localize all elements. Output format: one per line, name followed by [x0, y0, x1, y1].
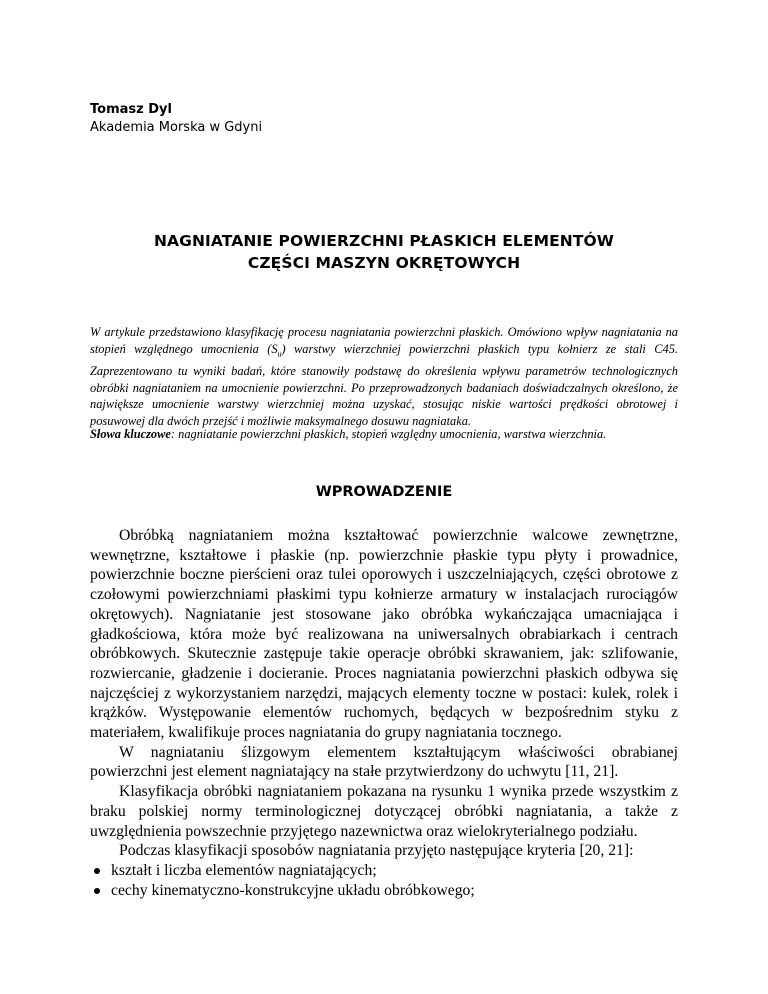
body-text: [90, 526, 678, 900]
keywords-label: Słowa kluczowe: [90, 427, 171, 441]
author-block: [90, 101, 262, 137]
section-heading: WPROWADZENIE: [315, 484, 453, 500]
abstract: [90, 324, 678, 430]
paragraph-3: Klasyfikacja obróbki nagniataniem pokazana na rysunku 1 wynika przede wszystkim z braku polskiej normy terminologicznej dotyczącej obróbki nagniatania, a także z uwzględnienia powszechnie przyjętego nazewnictwa oraz wielokryterialnego podziału.: [90, 783, 678, 840]
list-item: kształt i liczba elementów nagniatających;: [90, 861, 678, 881]
paragraph-2: W nagniataniu ślizgowym elementem kształtującym właściwości obrabianej powierzchni jest element nagniatający na stałe przytwierdzony do uchwytu [11, 21].: [90, 743, 678, 781]
paper-title-line-1: NAGNIATANIE POWIERZCHNI PŁASKICH ELEMENTÓW: [153, 232, 615, 250]
author-name: Tomasz Dyl: [90, 102, 172, 117]
keywords: [90, 426, 690, 443]
abstract-text-part-1: W artykule przedstawiono klasyfikację procesu nagniatania powierzchni płaskich. Omówiono wpływ nagniatania na stopień względnego umocnienia (S: [90, 325, 678, 356]
abstract-subscript: u: [277, 349, 282, 359]
author-affiliation: Akademia Morska w Gdyni: [90, 120, 263, 135]
abstract-text-part-2: ) warstwy wierzchniej powierzchni płaskich typu kołnierz ze stali C45. Zaprezentowano tu wyniki badań, które stanowiły podstawę do określenia wpływu parametrów technologicznych obróbki nagniataniem na umocnienie powierzchni. Po przeprowadzonych badaniach doświadczalnych określono, że największe umocnienie warstwy wierzchniej można uzyskać, stosując niskie wartości prędkości obrotowej i posuwowej dla dwóch przejść i możliwie maksymalnego dosuwu nagniataka.: [90, 341, 678, 428]
keywords-text: : nagniatanie powierzchni płaskich, stopień względny umocnienia, warstwa wierzchnia.: [170, 427, 607, 441]
paragraph-1: Obróbką nagniataniem można kształtować powierzchnie walcowe zewnętrzne, wewnętrzne, kształtowe i płaskie (np. powierzchnie płaskie typu płyty i prowadnice, powierzchnie boczne pierścieni oraz tulei oporowych i uszczelniających, części obrotowe z czołowymi powierzchniami płaskimi typu kołnierze armatury w instalacjach rurociągów okrętowych). Nagniatanie jest stosowane jako obróbka wykańczająca umacniająca i gładkościowa, która może być realizowana na uniwersalnych obrabiarkach i centrach obróbkowych. Skutecznie zastępuje takie operacje obróbki skrawaniem, jak: szlifowanie, rozwiercanie, gładzenie i docieranie. Proces nagniatania powierzchni płaskich odbywa się najczęściej z wykorzystaniem narzędzi, mających elementy toczne w postaci: kulek, rolek i krążków. Występowanie elementów ruchomych, będących w bezpośrednim styku z materiałem, kwalifikuje proces nagniatania do grupy nagniatania tocznego.: [90, 527, 678, 742]
paragraph-4: Podczas klasyfikacji sposobów nagniatania przyjęto następujące kryteria [20, 21]:: [119, 842, 634, 860]
criteria-list: [90, 861, 678, 900]
paper-title-line-2: CZĘŚCI MASZYN OKRĘTOWYCH: [247, 254, 521, 272]
list-item: cechy kinematyczno-konstrukcyjne układu obróbkowego;: [90, 881, 678, 901]
paper-title: [90, 230, 678, 274]
